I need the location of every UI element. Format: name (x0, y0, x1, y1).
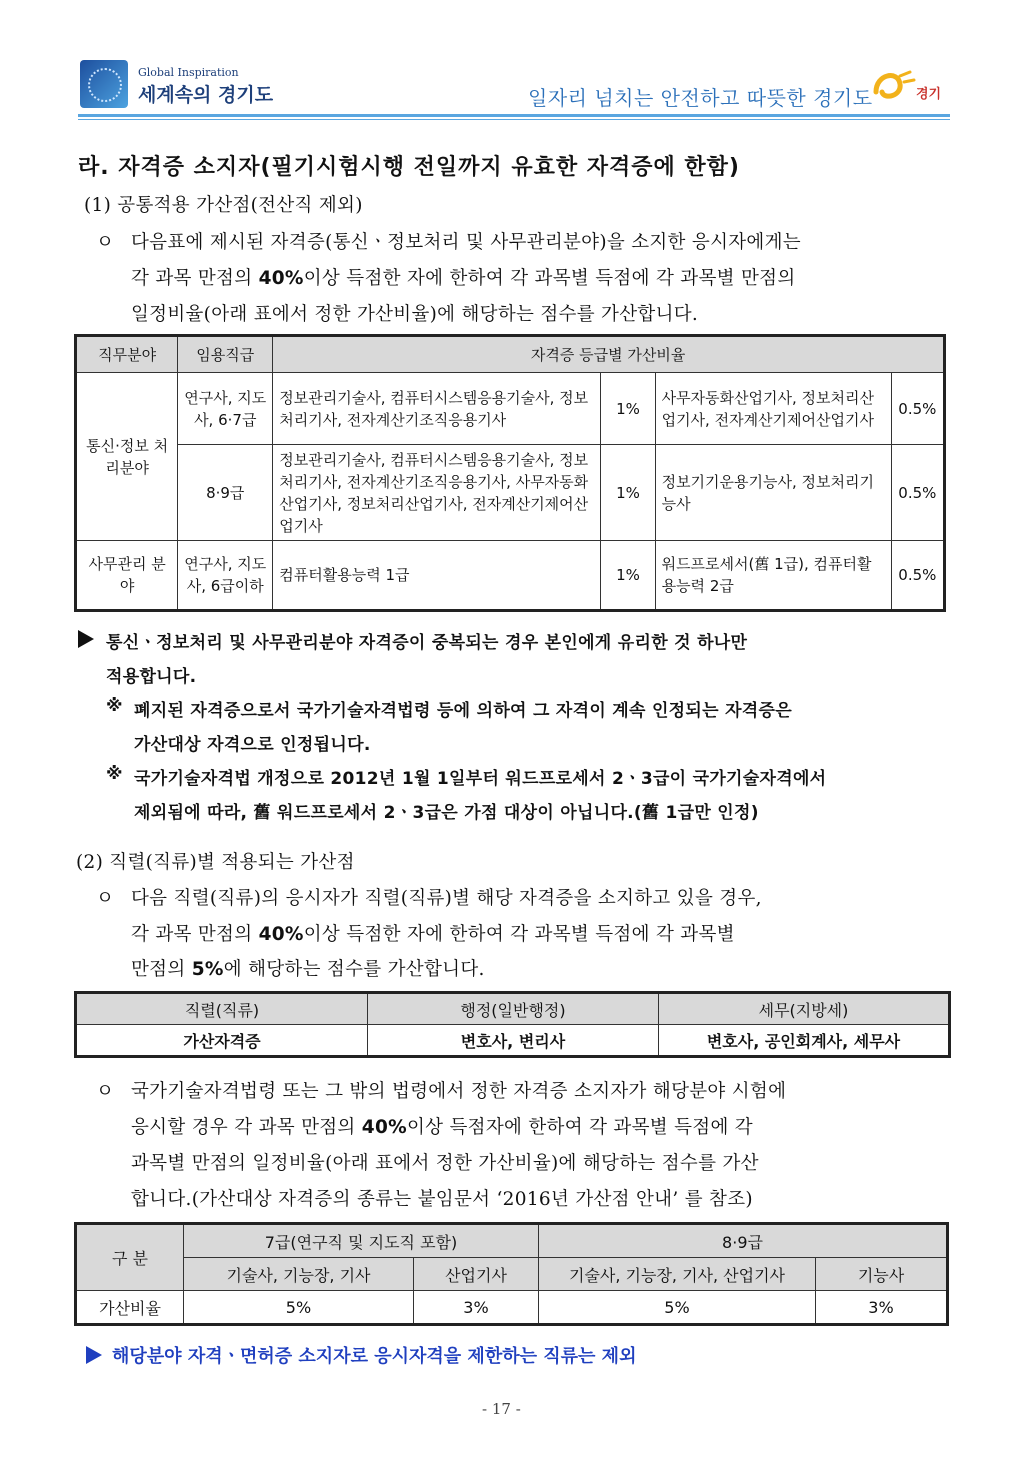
note-wordprocessor-cont: 제외됨에 따라, 舊 워드프로세서 2ㆍ3급은 가점 대상이 아닙니다.(舊 1급만 인정) (134, 803, 759, 823)
table-row (76, 373, 945, 445)
cell-certs-a: 정보관리기술사, 컴퓨터시스템응용기술사, 정보처리기사, 전자계산기조직응용기사 (273, 373, 601, 445)
th-sub-3: 기술사, 기능장, 기사, 산업기사 (539, 1258, 816, 1291)
bullet: ㅇ (96, 1081, 115, 1102)
th-series: 직렬(직류) (76, 993, 368, 1025)
th-sub-2: 산업기사 (414, 1258, 539, 1291)
th-admin: 행정(일반행정) (368, 993, 659, 1025)
series-certificate-table (74, 991, 951, 1058)
cell-rate-a: 1% (601, 373, 655, 445)
table-row (76, 1291, 948, 1325)
logo-title: 세계속의 경기도 (138, 84, 274, 106)
cell-admin: 변호사, 변리사 (368, 1025, 659, 1057)
th-corner: 구 분 (76, 1224, 184, 1291)
header-divider-thin (78, 119, 950, 120)
arrow-right-icon (86, 1346, 102, 1364)
cell-label: 가산자격증 (76, 1025, 368, 1057)
cell-rate-a: 1% (601, 541, 655, 611)
arrow-right-icon (78, 630, 94, 648)
th-group-7: 7급(연구직 및 지도직 포함) (184, 1224, 539, 1258)
th-tax: 세무(지방세) (659, 993, 950, 1025)
sub2-line1: 다음 직렬(직류)의 응시자가 직렬(직류)별 해당 자격증을 소지하고 있을 경우, (131, 888, 762, 909)
cell-value: 5% (184, 1291, 414, 1325)
header-divider (78, 114, 950, 117)
header-slogan: 일자리 넘치는 안전하고 따뜻한 경기도 (528, 86, 873, 110)
cell-grade: 연구사, 지도사, 6급이하 (178, 541, 273, 611)
th-rate: 자격증 등급별 가산비율 (273, 336, 945, 373)
para3-line4: 합니다.(가산대상 자격증의 종류는 붙임문서 ‘2016년 가산점 안내’ 를 참조) (131, 1189, 753, 1210)
table-row (76, 445, 945, 541)
gyeonggi-brand-mark-icon (870, 62, 950, 106)
sub1-line1: 다음표에 제시된 자격증(통신ㆍ정보처리 및 사무관리분야)을 소지한 응시자에게는 (131, 232, 801, 253)
cell-tax: 변호사, 공인회계사, 세무사 (659, 1025, 950, 1057)
note-duplicate: 통신ㆍ정보처리 및 사무관리분야 자격증이 중복되는 경우 본인에게 유리한 것 하나만 (106, 633, 748, 653)
cell-value: 3% (414, 1291, 539, 1325)
brand-mark-text: 경기 (916, 87, 942, 102)
bullet: ㅇ (96, 888, 115, 909)
th-field: 직무분야 (76, 336, 178, 373)
note-wordprocessor: 국가기술자격법 개정으로 2012년 1월 1일부터 워드프로세서 2ㆍ3급이 국가기술자격에서 (134, 769, 827, 789)
cell-rate-b: 0.5% (891, 445, 944, 541)
cell-grade: 8·9급 (178, 445, 273, 541)
th-group-89: 8·9급 (539, 1224, 948, 1258)
reference-mark: ※ (106, 764, 123, 784)
cell-rate-a: 1% (601, 445, 655, 541)
cell-value: 3% (816, 1291, 948, 1325)
cell-rate-b: 0.5% (891, 541, 944, 611)
sub2-line2: 각 과목 만점의 40%이상 득점한 자에 한하여 각 과목별 득점에 각 과목별 (131, 924, 735, 945)
subsection-1-title: (1) 공통적용 가산점(전산직 제외) (84, 195, 363, 216)
cell-certs-a: 정보관리기술사, 컴퓨터시스템응용기술사, 정보처리기사, 전자계산기조직응용기사, 사무자동화산업기사, 정보처리산업기사, 전자계산기제어산업기사 (273, 445, 601, 541)
note-abolished: 폐지된 자격증으로서 국가기술자격법령 등에 의하여 그 자격이 계속 인정되는 자격증은 (134, 701, 792, 721)
th-grade: 임용직급 (178, 336, 273, 373)
table-row (76, 541, 945, 611)
section-title: 라. 자격증 소지자(필기시험시행 전일까지 유효한 자격증에 한함) (78, 155, 740, 180)
para3-line2: 응시할 경우 각 과목 만점의 40%이상 득점자에 한하여 각 과목별 득점에 각 (131, 1117, 753, 1138)
cell-field: 사무관리 분 야 (76, 541, 178, 611)
page-number: - 17 - (482, 1400, 521, 1418)
sub1-line2: 각 과목 만점의 40%이상 득점한 자에 한하여 각 과목별 득점에 각 과목별 만점의 (131, 268, 796, 289)
note-abolished-cont: 가산대상 자격으로 인정됩니다. (134, 735, 371, 755)
gyeonggi-globe-logo-icon (80, 60, 128, 108)
final-note: 해당분야 자격ㆍ면허증 소지자로 응시자격을 제한하는 직류는 제외 (112, 1346, 637, 1367)
cell-certs-a: 컴퓨터활용능력 1급 (273, 541, 601, 611)
cell-certs-b: 워드프로세서(舊 1급), 컴퓨터활용능력 2급 (655, 541, 891, 611)
note-duplicate-cont: 적용합니다. (106, 667, 197, 687)
bullet: ㅇ (96, 232, 115, 253)
subsection-2-title: (2) 직렬(직류)별 적용되는 가산점 (76, 852, 355, 873)
cell-value: 5% (539, 1291, 816, 1325)
certificate-rate-table (74, 334, 946, 612)
reference-mark: ※ (106, 696, 123, 716)
cell-grade: 연구사, 지도사, 6·7급 (178, 373, 273, 445)
sub2-line3: 만점의 5%에 해당하는 점수를 가산합니다. (131, 959, 485, 980)
sub1-line3: 일정비율(아래 표에서 정한 가산비율)에 해당하는 점수를 가산합니다. (131, 304, 699, 325)
logo-subtitle: Global Inspiration (138, 66, 239, 79)
th-sub-1: 기술사, 기능장, 기사 (184, 1258, 414, 1291)
cell-field: 통신·정보 처리분야 (76, 373, 178, 541)
cell-rate-b: 0.5% (891, 373, 944, 445)
cell-row-label: 가산비율 (76, 1291, 184, 1325)
cell-certs-b: 사무자동화산업기사, 정보처리산업기사, 전자계산기제어산업기사 (655, 373, 891, 445)
para3-line3: 과목별 만점의 일정비율(아래 표에서 정한 가산비율)에 해당하는 점수를 가산 (131, 1153, 759, 1174)
rate-by-grade-table (74, 1222, 949, 1326)
table-row (76, 1025, 950, 1057)
cell-certs-b: 정보기기운용기능사, 정보처리기능사 (655, 445, 891, 541)
th-sub-4: 기능사 (816, 1258, 948, 1291)
para3-line1: 국가기술자격법령 또는 그 밖의 법령에서 정한 자격증 소지자가 해당분야 시험에 (131, 1081, 787, 1102)
